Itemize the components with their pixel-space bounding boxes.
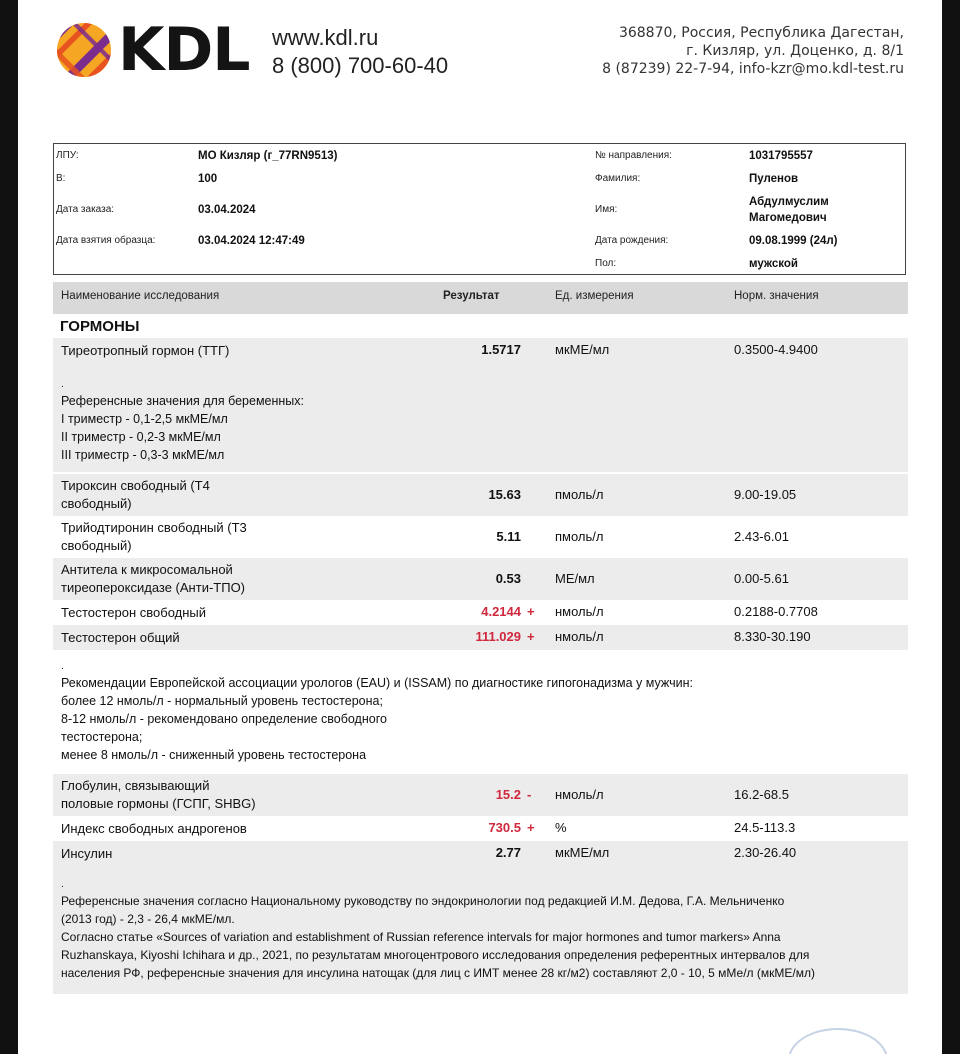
- test-name: Антитела к микросомальной тиреопероксидазе (Анти-ТПО): [61, 562, 246, 595]
- v-value: 100: [198, 173, 218, 185]
- patient-info-box: [53, 143, 906, 275]
- test-norm: 0.2188-0.7708: [734, 604, 818, 619]
- note-testosterone-eau: [53, 650, 908, 774]
- col-unit-header: Ед. измерения: [555, 290, 634, 302]
- dob-label: Дата рождения:: [595, 235, 669, 246]
- sample-date-label: Дата взятия образца:: [56, 235, 156, 246]
- brand-logo-text: KDL: [118, 15, 250, 85]
- test-name: Тестостерон свободный: [61, 605, 207, 620]
- note-line: (2013 год) - 2,3 - 26,4 мкМЕ/мл.: [61, 912, 235, 926]
- referral-number-value: 1031795557: [749, 150, 813, 162]
- test-name: Трийодтиронин свободный (Т3 свободный): [61, 520, 247, 553]
- test-unit: %: [555, 820, 567, 835]
- abnormal-flag: +: [527, 629, 535, 644]
- test-norm: 0.00-5.61: [734, 571, 789, 586]
- note-dot: .: [61, 879, 64, 890]
- table-row: [53, 774, 908, 816]
- lab-stamp-icon: [788, 1028, 888, 1054]
- table-row: [53, 625, 908, 650]
- test-name: Индекс свободных андрогенов: [61, 821, 247, 836]
- test-result: 0.53: [495, 571, 521, 586]
- test-norm: 2.43-6.01: [734, 529, 789, 544]
- table-row: [53, 841, 908, 866]
- test-unit: пмоль/л: [555, 487, 604, 502]
- kdl-logo-icon: [56, 22, 112, 78]
- note-line: более 12 нмоль/л - нормальный уровень тестостерона;: [61, 694, 383, 708]
- address-contacts: 8 (87239) 22-7-94, info-kzr@mo.kdl-test.ru: [602, 61, 904, 77]
- abnormal-flag: -: [527, 787, 532, 802]
- report-page: [18, 0, 942, 1054]
- name-value: [749, 194, 829, 226]
- test-norm: 24.5-113.3: [734, 820, 796, 835]
- test-name: Тиреотропный гормон (ТТГ): [61, 343, 230, 358]
- table-row: [53, 600, 908, 625]
- test-unit: мкМЕ/мл: [555, 845, 610, 860]
- test-result: 5.11: [496, 529, 521, 544]
- test-result: 15.63: [488, 487, 521, 502]
- test-unit: нмоль/л: [555, 787, 604, 802]
- test-unit: МЕ/мл: [555, 571, 595, 586]
- test-norm: 8.330-30.190: [734, 629, 811, 644]
- patronymic: Магомедович: [749, 212, 827, 224]
- lpu-value: МО Кизляр (г_77RN9513): [198, 150, 338, 162]
- lpu-label: ЛПУ:: [56, 150, 79, 161]
- phone-number: 8 (800) 700-60-40: [272, 53, 449, 78]
- test-norm: 2.30-26.40: [734, 845, 797, 860]
- test-name: Глобулин, связывающий половые гормоны (ГСПГ, SHBG): [61, 778, 256, 811]
- note-tsh-pregnancy: [53, 364, 908, 472]
- test-unit: пмоль/л: [555, 529, 604, 544]
- test-result: 2.77: [495, 845, 521, 860]
- note-line: 8-12 нмоль/л - рекомендовано определение свободного: [61, 712, 387, 726]
- note-line: Согласно статье «Sources of variation and establishment of Russian reference intervals for major hormones and tumor markers» Anna: [61, 930, 781, 944]
- test-norm: 16.2-68.5: [734, 787, 789, 802]
- sample-date-value: 03.04.2024 12:47:49: [198, 235, 305, 247]
- test-name: Тестостерон общий: [61, 630, 180, 645]
- note-dot: .: [61, 379, 64, 390]
- name-label: Имя:: [595, 204, 618, 215]
- test-result: 730.5: [488, 820, 521, 835]
- dob-value: 09.08.1999 (24л): [749, 235, 838, 247]
- address-line: г. Кизляр, ул. Доценко, д. 8/1: [686, 43, 904, 59]
- test-result: 15.2: [495, 787, 521, 802]
- col-name-header: Наименование исследования: [61, 290, 220, 302]
- note-dot: .: [61, 661, 64, 672]
- note-line: менее 8 нмоль/л - сниженный уровень тестостерона: [61, 748, 367, 762]
- referral-number-label: № направления:: [595, 150, 672, 161]
- col-norm-header: Норм. значения: [734, 290, 819, 302]
- first-name: Абдулмуслим: [749, 196, 829, 208]
- address-line: 368870, Россия, Республика Дагестан,: [618, 25, 904, 41]
- test-unit: нмоль/л: [555, 629, 604, 644]
- test-result: 4.2144: [481, 604, 521, 619]
- note-line: Рекомендации Европейской ассоциации урологов (EAU) и (ISSAM) по диагностике гипогонадизма у мужчин:: [61, 676, 693, 690]
- abnormal-flag: +: [527, 820, 535, 835]
- note-line: III триместр - 0,3-3 мкМЕ/мл: [61, 448, 225, 462]
- section-title: [53, 314, 908, 338]
- abnormal-flag: +: [527, 604, 535, 619]
- note-line: II триместр - 0,2-3 мкМЕ/мл: [61, 430, 221, 444]
- surname-value: Пуленов: [749, 173, 799, 185]
- test-norm: 9.00-19.05: [734, 487, 797, 502]
- col-result-header: Результат: [443, 290, 500, 302]
- section-title-text: ГОРМОНЫ: [60, 318, 140, 335]
- website-link[interactable]: www.kdl.ru: [272, 25, 379, 50]
- table-row: [53, 558, 908, 600]
- results-table: [53, 282, 908, 994]
- test-name: Тироксин свободный (Т4 свободный): [61, 478, 210, 511]
- test-unit: нмоль/л: [555, 604, 604, 619]
- sex-label: Пол:: [595, 258, 617, 269]
- note-line: Референсные значения для беременных:: [61, 394, 305, 408]
- table-row: [53, 816, 908, 841]
- note-line: населения РФ, референсные значения для инсулина натощак (для лиц с ИМТ менее 28 кг/м2) составляют 2,0 - 10, 5 мМе/л (мкМЕ/мл): [61, 966, 815, 980]
- test-norm: 0.3500-4.9400: [734, 342, 818, 357]
- test-result: 111.029: [475, 629, 521, 644]
- test-result: 1.5717: [481, 342, 521, 357]
- table-row: [53, 338, 908, 364]
- table-row: [53, 472, 908, 516]
- order-date-value: 03.04.2024: [198, 204, 256, 216]
- note-insulin: [53, 866, 908, 994]
- note-line: I триместр - 0,1-2,5 мкМЕ/мл: [61, 412, 228, 426]
- order-date-label: Дата заказа:: [56, 204, 115, 215]
- surname-label: Фамилия:: [595, 173, 641, 184]
- note-line: тестостерона;: [61, 730, 143, 744]
- test-unit: мкМЕ/мл: [555, 342, 610, 357]
- table-header: [53, 282, 908, 314]
- table-row: [53, 516, 908, 558]
- lab-address: [574, 24, 904, 78]
- note-line: Ruzhanskaya, Kiyoshi Ichihara и др., 2021, по результатам многоцентрового исследования определения референтных интервалов для: [61, 948, 810, 962]
- sex-value: мужской: [749, 258, 798, 270]
- v-label: В:: [56, 173, 66, 184]
- test-name: Инсулин: [61, 846, 113, 861]
- note-line: Референсные значения согласно Национальному руководству по эндокринологии под редакцией И.М. Дедова, Г.А. Мельниченко: [61, 894, 785, 908]
